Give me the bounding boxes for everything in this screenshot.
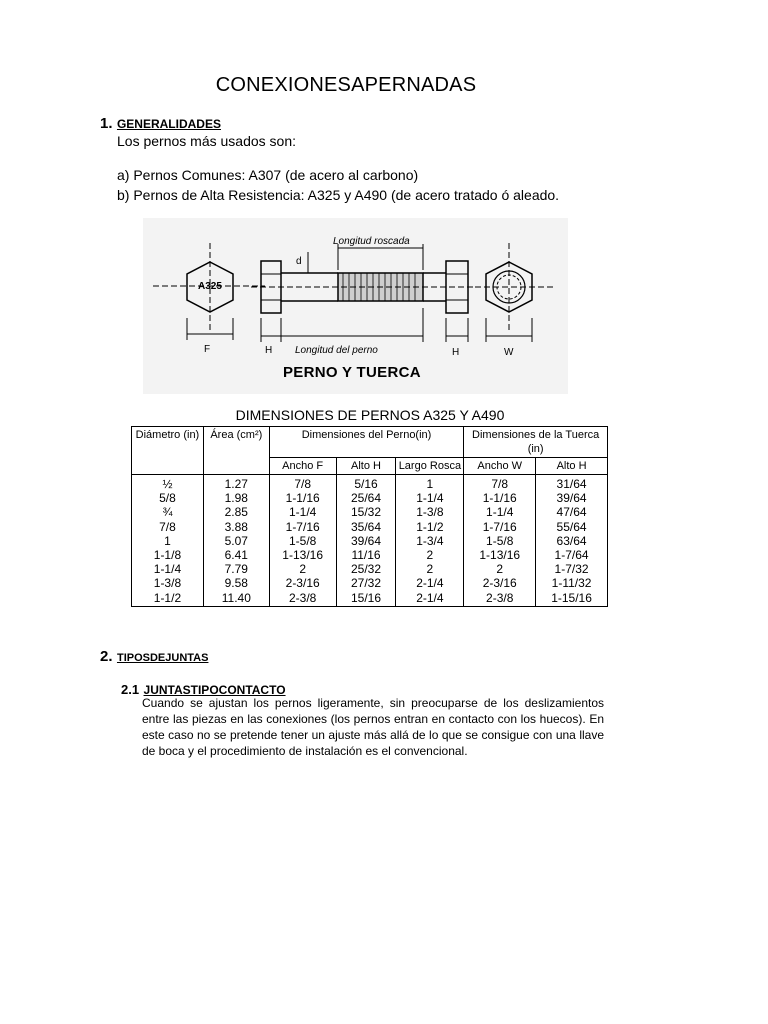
table-cell: 5/16 <box>354 477 378 491</box>
table-title: DIMENSIONES DE PERNOS A325 Y A490 <box>235 407 505 423</box>
table-cell: 5.07 <box>224 533 248 548</box>
table-cell: 1-7/64 <box>554 548 589 563</box>
table-cell: 15/32 <box>351 505 382 520</box>
table-cell: 1.98 <box>224 491 248 506</box>
table-cell: 7.79 <box>224 562 248 577</box>
table-cell: 2 <box>299 562 306 577</box>
page-title: CONEXIONESAPERNADAS <box>215 74 477 96</box>
table-cell: 27/32 <box>351 576 382 591</box>
table-cell: 55/64 <box>556 519 587 534</box>
label-longitud-roscada: Longitud roscada <box>333 236 410 247</box>
table-cell: 2 <box>426 548 434 563</box>
table-cell: 2-3/16 <box>482 576 517 591</box>
col-alto-h <box>336 475 396 607</box>
table-cell: 39/64 <box>556 491 587 506</box>
table-cell: 2 <box>496 562 504 577</box>
table-cell: 2 <box>426 562 434 577</box>
table-cell: 11.40 <box>221 590 251 605</box>
table-cell: 7/8 <box>294 477 311 491</box>
section-1-title: GENERALIDADES <box>116 117 221 131</box>
table-cell: 1-5/8 <box>486 533 514 548</box>
table-cell: 1-1/4 <box>486 505 514 520</box>
label-longitud-perno: Longitud del perno <box>295 345 378 356</box>
bolt-type-b: b) Pernos de Alta Resistencia: A325 y A490 (de acero tratado ó aleado. <box>117 187 560 203</box>
table-cell: 25/32 <box>351 562 382 577</box>
header-tuerca-group: Dimensiones de la Tuerca (in) <box>464 427 608 458</box>
table-cell: 1-7/32 <box>554 562 589 577</box>
header-ancho-f: Ancho F <box>269 458 336 475</box>
subsection-2-1-paragraph: Cuando se ajustan los pernos ligeramente, sin preocuparse de los deslizamientos entre las piezas en las conexiones (los pernos entran en contacto con los huecos). En este caso no se pretende tener un ajuste más allá de lo que se consigue con una llave de boca y el procedimiento de instalación es el convencional. <box>142 696 604 758</box>
table-cell: 1-1/16 <box>285 491 320 506</box>
table-cell: 25/64 <box>351 491 382 506</box>
table-cell: 2-1/4 <box>416 576 444 591</box>
header-area: Área (cm²) <box>203 427 269 475</box>
table-cell: 1-1/4 <box>416 491 444 506</box>
table-cell: 1-1/4 <box>288 505 317 520</box>
table-cell: 11/16 <box>351 548 381 563</box>
col-diametro <box>132 475 204 607</box>
subsection-2-1-number: 2.1 <box>121 682 140 697</box>
table-cell: 1 <box>426 477 434 491</box>
table-cell: 35/64 <box>351 519 382 534</box>
bolt-type-a: a) Pernos Comunes: A307 (de acero al carbono) <box>117 167 419 183</box>
label-d: d <box>296 256 302 267</box>
table-cell: ½ <box>162 477 173 491</box>
col-ancho-w <box>464 475 536 607</box>
col-alto-h-tuerca <box>536 475 608 607</box>
table-cell: 2-3/16 <box>285 576 320 591</box>
table-cell: 3.88 <box>224 519 248 534</box>
table-cell: 7/8 <box>159 519 176 534</box>
table-cell: 1-13/16 <box>282 548 323 563</box>
section-1-number: 1. <box>100 115 113 132</box>
label-h-bolt: H <box>265 345 273 356</box>
table-cell: 2-1/4 <box>416 590 444 605</box>
section-2-number: 2. <box>100 648 113 665</box>
table-cell: 1-13/16 <box>479 548 521 563</box>
table-cell: 1-15/16 <box>551 590 592 605</box>
table-cell: 9.58 <box>224 576 248 591</box>
table-cell: 1-1/2 <box>416 519 444 534</box>
col-largo-rosca <box>396 475 464 607</box>
table-cell: 7/8 <box>491 477 509 491</box>
table-cell: 1-11/32 <box>551 576 592 591</box>
table-header-row <box>132 427 608 458</box>
bolt-nut-figure <box>143 218 568 394</box>
table-cell: 1-7/16 <box>285 519 320 534</box>
table-cell: 1-5/8 <box>288 533 317 548</box>
table-cell: 1 <box>164 533 171 548</box>
table-cell: 63/64 <box>556 533 587 548</box>
table-cell: 5/8 <box>159 491 176 506</box>
label-h-nut: H <box>452 347 460 358</box>
subsection-2-1-title: JUNTASTIPOCONTACTO <box>143 683 286 697</box>
header-alto-h-tuerca: Alto H <box>536 458 608 475</box>
table-cell: 2.85 <box>224 505 248 520</box>
section-2-heading <box>100 648 208 666</box>
section-1-intro: Los pernos más usados son: <box>117 133 296 149</box>
table-cell: 1-3/8 <box>153 576 182 591</box>
table-cell: 1-3/8 <box>416 505 444 520</box>
bolt-dimensions-table <box>131 426 608 607</box>
table-cell: 1-1/8 <box>153 548 182 563</box>
table-data-row <box>132 475 608 607</box>
header-perno-group: Dimensiones del Perno(in) <box>269 427 464 458</box>
header-diametro: Diámetro (in) <box>132 427 204 475</box>
table-cell: 39/64 <box>351 533 382 548</box>
table-cell: 1-3/4 <box>416 533 444 548</box>
bolt-grade-label: A325 <box>198 281 222 292</box>
header-largo-rosca: Largo Rosca <box>396 458 464 475</box>
table-cell: 15/16 <box>351 590 382 605</box>
label-w: W <box>504 347 514 358</box>
header-ancho-w: Ancho W <box>464 458 536 475</box>
table-cell: 2-3/8 <box>486 590 514 605</box>
section-2-title: TIPOSDEJUNTAS <box>116 652 209 664</box>
table-cell: 1-1/2 <box>153 590 182 605</box>
col-area <box>203 475 269 607</box>
header-alto-h: Alto H <box>336 458 396 475</box>
table-cell: 1-7/16 <box>482 519 517 534</box>
table-cell: 31/64 <box>556 477 587 491</box>
table-cell: 1-1/16 <box>482 491 517 506</box>
table-cell: ¾ <box>162 505 173 520</box>
table-cell: 1-1/4 <box>153 562 182 577</box>
table-cell: 1.27 <box>224 477 248 491</box>
table-cell: 2-3/8 <box>288 590 317 605</box>
col-ancho-f <box>269 475 336 607</box>
table-cell: 47/64 <box>556 505 587 520</box>
label-f: F <box>204 344 211 355</box>
table-cell: 6.41 <box>224 548 248 563</box>
figure-caption: PERNO Y TUERCA <box>283 364 421 381</box>
